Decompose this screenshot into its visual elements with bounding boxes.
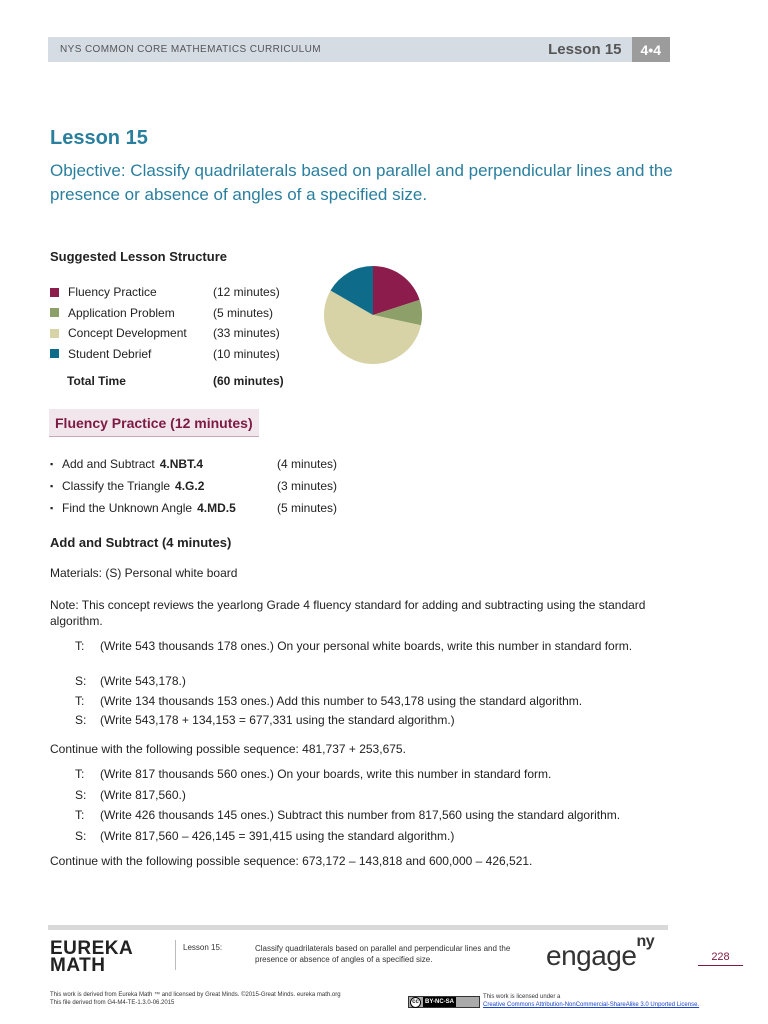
continue-text-2: Continue with the following possible sequence: 673,172 – 143,818 and 600,000 – 426,521.	[50, 854, 533, 868]
license-text	[483, 993, 699, 1009]
activity-minutes: (4 minutes)	[277, 457, 338, 471]
dialog-text: (Write 543,178 + 134,153 = 677,331 using the standard algorithm.)	[100, 713, 455, 727]
legend-swatch	[50, 329, 59, 338]
structure-item	[50, 344, 300, 365]
dialog-speaker: T:	[75, 693, 85, 708]
activity-minutes: (3 minutes)	[277, 479, 338, 493]
logo-line-2: MATH	[50, 955, 106, 976]
lesson-structure-pie-chart	[323, 265, 423, 365]
lesson-objective: Objective: Classify quadrilaterals based on parallel and perpendicular lines and the presence or absence of angles of a specified size.	[50, 161, 673, 204]
legend-swatch	[50, 349, 59, 358]
bullet-icon: ▪	[50, 459, 54, 469]
dialog-speaker: T:	[75, 808, 85, 822]
lesson-title: Lesson 15	[50, 127, 148, 149]
dialog-line	[75, 766, 675, 787]
license-link[interactable]: Creative Commons Attribution-NonCommercial-ShareAlike 3.0 Unported License.	[483, 1002, 700, 1008]
page-number: 228	[698, 951, 743, 966]
footer-lesson: Lesson 15:	[183, 943, 223, 952]
header-right	[548, 37, 670, 62]
header-lesson-label: Lesson 15	[548, 41, 622, 58]
structure-item-label: Fluency Practice	[68, 285, 157, 300]
structure-item	[50, 303, 300, 324]
footer-divider	[175, 940, 176, 970]
activity-label: Classify the Triangle	[62, 479, 171, 493]
logo-line-1: EUREKA	[50, 938, 134, 959]
footer-credit	[50, 991, 341, 1007]
activity-label: Find the Unknown Angle	[62, 501, 193, 515]
engage-text: engage	[546, 940, 637, 971]
creative-commons-icon: cc	[410, 997, 421, 1008]
structure-item-minutes: (33 minutes)	[213, 326, 280, 341]
materials-text: Materials: (S) Personal white board	[50, 566, 238, 580]
dialog-speaker: S:	[75, 828, 87, 843]
dialog-text: (Write 543,178.)	[100, 674, 186, 688]
total-time-minutes: (60 minutes)	[213, 374, 284, 388]
dialog-line	[75, 673, 675, 693]
activity-item	[50, 475, 370, 497]
dialog-line	[75, 693, 675, 713]
dialog-speaker: T:	[75, 767, 85, 781]
cc-badge-text: BY-NC-SA	[425, 999, 455, 1005]
curriculum-label: NYS COMMON CORE MATHEMATICS CURRICULUM	[60, 44, 321, 55]
structure-item-minutes: (10 minutes)	[213, 346, 280, 361]
total-time-label: Total Time	[67, 374, 126, 388]
dialog-line	[75, 712, 675, 732]
structure-title: Suggested Lesson Structure	[50, 249, 227, 264]
dialog-text: (Write 817 thousands 560 ones.) On your boards, write this number in standard form.	[100, 767, 552, 781]
dialog-text: (Write 134 thousands 153 ones.) Add this number to 543,178 using the standard algorithm.	[100, 693, 583, 708]
structure-item-label: Concept Development	[68, 326, 187, 341]
footer-rule	[48, 925, 668, 930]
dialog-text: (Write 426 thousands 145 ones.) Subtract this number from 817,560 using the standard algorithm.	[100, 808, 621, 822]
eureka-math-logo	[50, 940, 133, 974]
credit-line-2: This file derived from G4-M4-TE-1.3.0-06.2015	[50, 1000, 175, 1006]
structure-total	[50, 364, 300, 388]
note-text: Note: This concept reviews the yearlong Grade 4 fluency standard for adding and subtracting using the standard algorithm.	[50, 598, 646, 628]
engage-sup: ny	[636, 932, 655, 950]
activity-minutes: (5 minutes)	[277, 501, 338, 515]
structure-item-minutes: (12 minutes)	[213, 285, 280, 300]
dialog-text: (Write 817,560.)	[100, 787, 186, 802]
dialog-line	[75, 787, 675, 808]
legend-swatch	[50, 288, 59, 297]
structure-item	[50, 282, 300, 303]
dialog-line	[75, 828, 675, 849]
dialog-speaker: S:	[75, 787, 87, 802]
dialog-block-1	[75, 638, 675, 732]
structure-item-minutes: (5 minutes)	[213, 305, 274, 320]
section-heading: Add and Subtract (4 minutes)	[50, 535, 232, 550]
credit-line-1: This work is derived from Eureka Math ™ and licensed by Great Minds. ©2015-Great Minds. eureka math.org	[50, 992, 341, 998]
dialog-speaker: S:	[75, 674, 87, 688]
activity-standard: 4.MD.5	[197, 501, 236, 515]
activity-item	[50, 453, 370, 475]
activity-item	[50, 497, 370, 519]
activity-standard: 4.NBT.4	[159, 457, 204, 471]
structure-list	[50, 282, 300, 388]
bullet-icon: ▪	[50, 481, 54, 491]
cc-license-badge[interactable]	[408, 996, 480, 1008]
structure-item	[50, 323, 300, 344]
module-badge: 4•4	[632, 37, 670, 62]
footer-objective: Classify quadrilaterals based on parallel and perpendicular lines and the presence or absence of angles of a specified size.	[255, 944, 511, 964]
engageny-logo	[546, 932, 655, 972]
dialog-text: (Write 817,560 – 426,145 = 391,415 using the standard algorithm.)	[100, 828, 455, 843]
dialog-speaker: T:	[75, 639, 85, 653]
bullet-icon: ▪	[50, 503, 54, 513]
fluency-heading-box	[49, 409, 259, 437]
structure-item-label: Student Debrief	[68, 346, 152, 361]
structure-item-label: Application Problem	[68, 305, 175, 320]
activity-list	[50, 453, 370, 519]
header-band	[48, 37, 670, 62]
license-line-1: This work is licensed under a	[483, 994, 561, 1000]
legend-swatch	[50, 308, 59, 317]
activity-standard: 4.G.2	[175, 479, 205, 493]
dialog-line	[75, 638, 675, 673]
continue-text-1: Continue with the following possible sequence: 481,737 + 253,675.	[50, 742, 406, 756]
dialog-speaker: S:	[75, 713, 87, 727]
dialog-text: (Write 543 thousands 178 ones.) On your personal white boards, write this number in standard form.	[100, 639, 633, 653]
dialog-block-2	[75, 766, 675, 848]
activity-label: Add and Subtract	[62, 457, 155, 471]
fluency-heading: Fluency Practice (12 minutes)	[55, 414, 253, 431]
dialog-line	[75, 807, 675, 828]
